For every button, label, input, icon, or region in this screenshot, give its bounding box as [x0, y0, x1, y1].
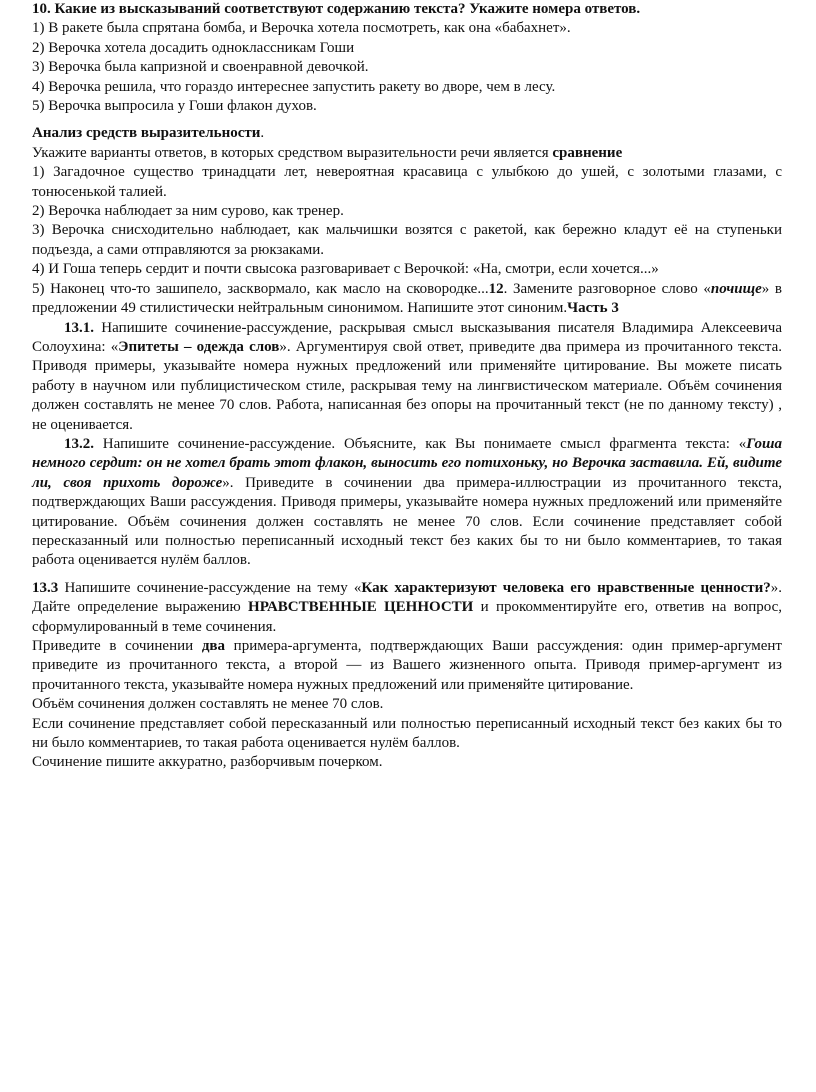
analysis-prompt-text: Укажите варианты ответов, в которых средством выразительности речи является [32, 144, 553, 161]
task-13-1-text-b: ». Аргументируя свой ответ, приведите два примера из прочитанного текста. Приводя примеры, указывайте номера нужных предложений или применяйте цитирование. Вы можете писать работу в научном или публицистическом стиле, раскрывая тему на лингвистическом материале. Объём сочинения должен составлять не менее 70 слов. Работа, написанная без опоры на прочитанный текст (не по данному тексту) , не оценивается. [32, 338, 782, 433]
question-12-text-b: » в предложении 49 стилистически нейтральным синонимом. Напишите этот синоним. [32, 280, 782, 317]
task-13-3-text-a: Напишите сочинение-рассуждение на тему « [58, 579, 362, 596]
task-13-1-number: 13.1. [64, 319, 94, 336]
part-3-heading: Часть 3 [567, 300, 619, 317]
analysis-option-4: 4) И Гоша теперь сердит и почти свысока разговаривает с Верочкой: «На, смотри, если хочется...» [32, 261, 659, 278]
task-13-3-topic: Как характеризуют человека его нравственные ценности? [361, 579, 771, 596]
task-13-2 [32, 435, 782, 571]
task-13-3-number: 13.3 [32, 579, 59, 596]
analysis-option-5-and-question-12 [32, 280, 782, 319]
analysis-prompt-term: сравнение [552, 144, 623, 161]
question-10-option-4: 4) Верочка решила, что гораздо интереснее запустить ракету во дворе, чем в лесу. [32, 78, 556, 95]
task-13-2-quote: Гоша немного сердит: он не хотел брать этот флакон, выносить его потихоньку, но Верочка заставила. Ей, видите ли, своя прихоть дороже [32, 435, 782, 491]
task-13-3-volume: Объём сочинения должен составлять не менее 70 слов. [32, 696, 384, 713]
task-13-2-number: 13.2. [64, 435, 94, 452]
analysis-heading-dot: . [260, 125, 265, 142]
question-10-option-5: 5) Верочка выпросила у Гоши флакон духов. [32, 98, 317, 115]
question-10-option-2: 2) Верочка хотела досадить одноклассникам Гоши [32, 39, 355, 56]
question-12-text-a: . Замените разговорное слово « [503, 280, 711, 297]
analysis-option-5: 5) Наконец что-то зашипело, засквормало, как масло на сковородке... [32, 280, 489, 297]
task-13-3-arguments [32, 637, 782, 695]
question-10-option-1: 1) В ракете была спрятана бомба, и Верочка хотела посмотреть, как она «бабахнет». [32, 20, 571, 37]
task-13-2-text-b: ». Приведите в сочинении два примера-иллюстрации из прочитанного текста, подтверждающих Ваши рассуждения. Приводя примеры, указывайте номера нужных предложений или применяйте цитирование. Объём сочинения должен составлять не менее 70 слов. Если сочинение представляет собой пересказанный или полностью переписанный исходный текст без каких бы то ни было комментариев, то такая работа оценивается нулём баллов. [32, 474, 783, 569]
analysis-heading-line [32, 124, 782, 143]
analysis-option-1: 1) Загадочное существо тринадцати лет, невероятная красавица с улыбкою до ушей, с золотыми глазами, с тонюсенькой талией. [32, 164, 782, 200]
task-13-3-two: два [201, 638, 226, 654]
question-10-option-3: 3) Верочка была капризной и своенравной девочкой. [32, 59, 369, 76]
task-13-3-text-c: и прокомментируйте его, ответив на вопрос, сформулированный в теме сочинения. [32, 599, 782, 635]
analysis-section [32, 124, 782, 318]
analysis-prompt [32, 144, 782, 163]
task-13-3-retelling-note: Если сочинение представляет собой пересказанный или полностью переписанный исходный текст без каких бы то ни было комментариев, то такая работа оценивается нулём баллов. [32, 715, 782, 752]
question-12-number: 12 [488, 280, 504, 297]
task-13-1 [32, 319, 782, 435]
task-13-3-p2-b: примера-аргумента, подтверждающих Ваши рассуждения: один пример-аргумент приведите из прочитанного текста, а второй — из Вашего жизненного опыта. Приводя пример-аргумент из прочитанного текста, указывайте номера нужных предложений или применяйте цитирование. [32, 638, 782, 693]
question-10-title: 10. Какие из высказываний соответствуют содержанию текста? Укажите номера ответов. [32, 1, 641, 17]
analysis-option-2: 2) Верочка наблюдает за ним сурово, как тренер. [32, 203, 344, 220]
task-13-3-p2-a: Приведите в сочинении [32, 638, 202, 654]
analysis-option-3: 3) Верочка снисходительно наблюдает, как мальчишки возятся с ракетой, как бережно кладут её на ступеньки подъезда, а сами отправляются за рюкзаками. [32, 222, 782, 258]
task-13-3-intro [32, 579, 782, 637]
question-12-word: почище [710, 280, 762, 297]
task-13-3-text-b: ». Дайте определение выражению [32, 579, 782, 616]
question-10 [32, 0, 782, 116]
task-13-2-text-a: Напишите сочинение-рассуждение. Объясните, как Вы понимаете смысл фрагмента текста: « [94, 435, 747, 452]
analysis-heading: Анализ средств выразительности [32, 125, 261, 142]
task-13-1-text-a: Напишите сочинение-рассуждение, раскрывая смысл высказывания писателя Владимира Алексеевича Солоухина: « [32, 319, 782, 355]
task-13-1-quote: Эпитеты – одежда слов [118, 338, 280, 355]
task-13-3-term: НРАВСТВЕННЫЕ ЦЕННОСТИ [248, 599, 474, 616]
task-13-3 [32, 579, 782, 773]
task-13-3-handwriting-note: Сочинение пишите аккуратно, разборчивым почерком. [32, 754, 383, 771]
